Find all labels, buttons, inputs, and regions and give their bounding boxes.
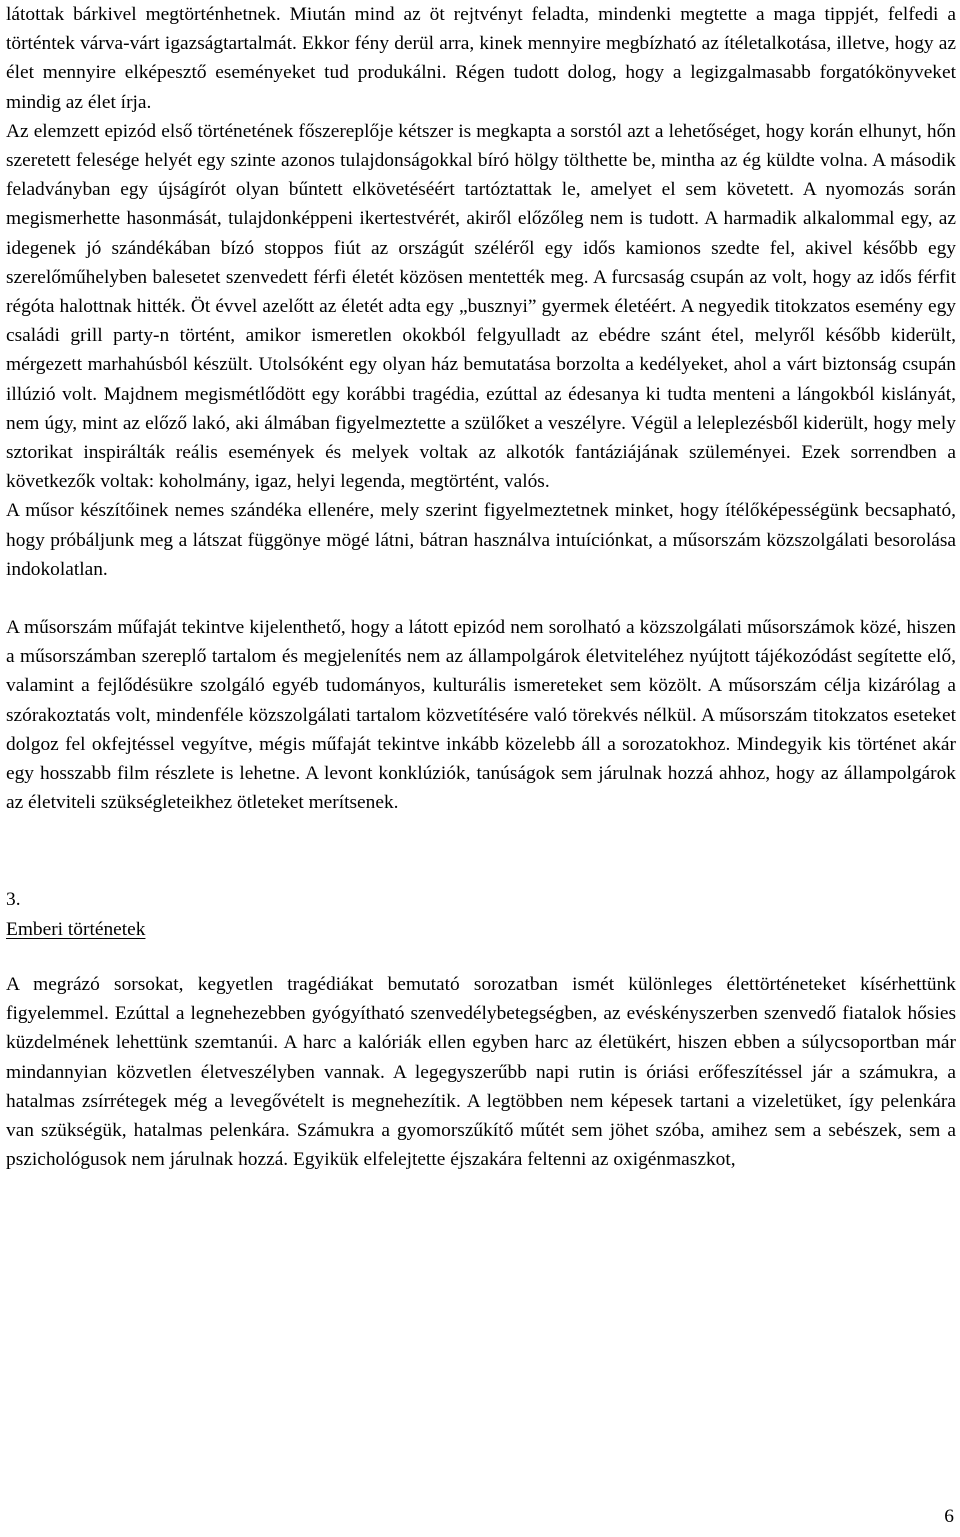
heading-spacer bbox=[6, 944, 956, 970]
document-page bbox=[6, 0, 956, 1174]
body-paragraph-intro: látottak bárkivel megtörténhetnek. Miután mind az öt rejtvényt feladta, mindenki megtette a maga tippjét, felfedi a történtek várva-várt igazságtartalmát. Ekkor fény derül arra, kinek mennyire megbízható az ítéletalkotása, illetve, hogy az élet mennyire elképesztő eseményeket tud produkálni. Régen tudott dolog, hogy a legizgalmasabb forgatókönyveket mindig az élet írja. bbox=[6, 4, 956, 113]
page-number: 6 bbox=[944, 1506, 954, 1527]
section-title: Emberi történetek bbox=[6, 918, 146, 940]
body-paragraph-human-stories: A megrázó sorsokat, kegyetlen tragédiákat bemutató sorozatban ismét különleges élettörténeteket kísérhettünk figyelemmel. Ezúttal a legnehezebben gyógyítható szenvedélybetegségben, az evéskényszerben szenvedő fiatalok hősies küzdelmének lehettünk szemtanúi. A harc a kalóriák ellen egyben harc az életükért, hiszen ebben a súlycsoportban már mindannyian közvetlen életveszélyben vannak. A legegyszerűbb napi rutin is óriási erőfeszítéssel jár a számukra, a hatalmas zsírrétegek még a levegővételt is megnehezítik. A legtöbben nem képesek tartani a vizeletüket, így pelenkára van szükségük, hatalmas pelenkára. Számukra a gyomorszűkítő műtét sem jöhet szóba, amihez sem a sebészek, sem a pszichológusok nem járulnak hozzá. Egyikük elfelejtette éjszakára feltenni az oxigénmaszkot, bbox=[6, 973, 956, 1171]
body-paragraph-episode-summary: Az elemzett epizód első történetének főszereplője kétszer is megkapta a sorstól azt a lehetőséget, hogy korán elhunyt, hőn szeretett felesége helyét egy szinte azonos tulajdonságokkal bíró hölgy tölthette be, mintha az ég küldte volna. A második feladványban egy újságírót olyan bűntett elkövetéséért tartóztattak le, amelyet el sem követett. A nyomozás során megismerhette hasonmását, tulajdonképpeni ikertestvérét, akiről előzőleg nem is tudott. A harmadik alkalommal egy, az idegenek jó szándékában bízó stoppos fiút az országút széléről egy idős kamionos szedte fel, akivel később egy szerelőműhelyben balesetet szenvedett férfi életét közösen mentették meg. A furcsaság csupán az volt, hogy az idős férfit régóta halottnak hitték. Öt évvel azelőtt az életét adta egy „busznyi” gyermek életéért. A negyedik titokzatos esemény egy családi grill party-n történt, amikor ismeretlen okokból felgyulladt az ebédre szánt étel, melyről később kiderült, mérgezett marhahúsból készült. Utolsóként egy olyan ház bemutatása borzolta a kedélyeket, ahol a várt biztonság csupán illúzió volt. Majdnem megismétlődött egy korábbi tragédia, ezúttal az édesanya ki tudta menteni a lángokból kislányát, nem úgy, mint az előző lakó, aki álmában figyelmeztette a szülőket a veszélyre. Végül a leleplezésből kiderült, hogy mely sztorikat inspirálták reális események és melyek voltak az alkotók fantáziájának szüleményei. Ezek sorrendben a következők voltak: koholmány, igaz, helyi legenda, megtörtént, valós. bbox=[6, 120, 956, 493]
section-spacer bbox=[6, 817, 956, 885]
body-paragraph-genre-analysis: A műsorszám műfaját tekintve kijelenthető, hogy a látott epizód nem sorolható a közszolgálati műsorszámok közé, hiszen a műsorszámban szereplő tartalom és megjelenítés nem az állampolgárok életviteléhez nyújtott tájékozódást segítette elő, valamint a fejlődésükre szolgáló egyéb tudományos, kulturális ismereteket sem közölt. A műsorszám célja kizárólag a szórakoztatás volt, mindenféle közszolgálati tartalom közvetítésére való törekvés nélkül. A műsorszám titokzatos eseteket dolgoz fel okfejtéssel vegyítve, mégis műfaját tekintve inkább közelebb áll a sorozatokhoz. Mindegyik kis történet akár egy hosszabb film részlete is lehetne. A levont konklúziók, tanúságok sem járulnak hozzá ahhoz, hogy az állampolgárok az életviteli szükségleteikhez ötleteket merítsenek. bbox=[6, 617, 956, 814]
section-number: 3. bbox=[6, 889, 21, 911]
paragraph-spacer bbox=[6, 584, 956, 613]
body-paragraph-conclusion: A műsor készítőinek nemes szándéka ellenére, mely szerint figyelmeztetnek minket, hogy ítélőképességünk becsapható, hogy próbáljunk meg a látszat függönye mögé látni, bátran használva intuíciónkat, a műsorszám közszolgálati besorolása indokolatlan. bbox=[6, 500, 956, 580]
